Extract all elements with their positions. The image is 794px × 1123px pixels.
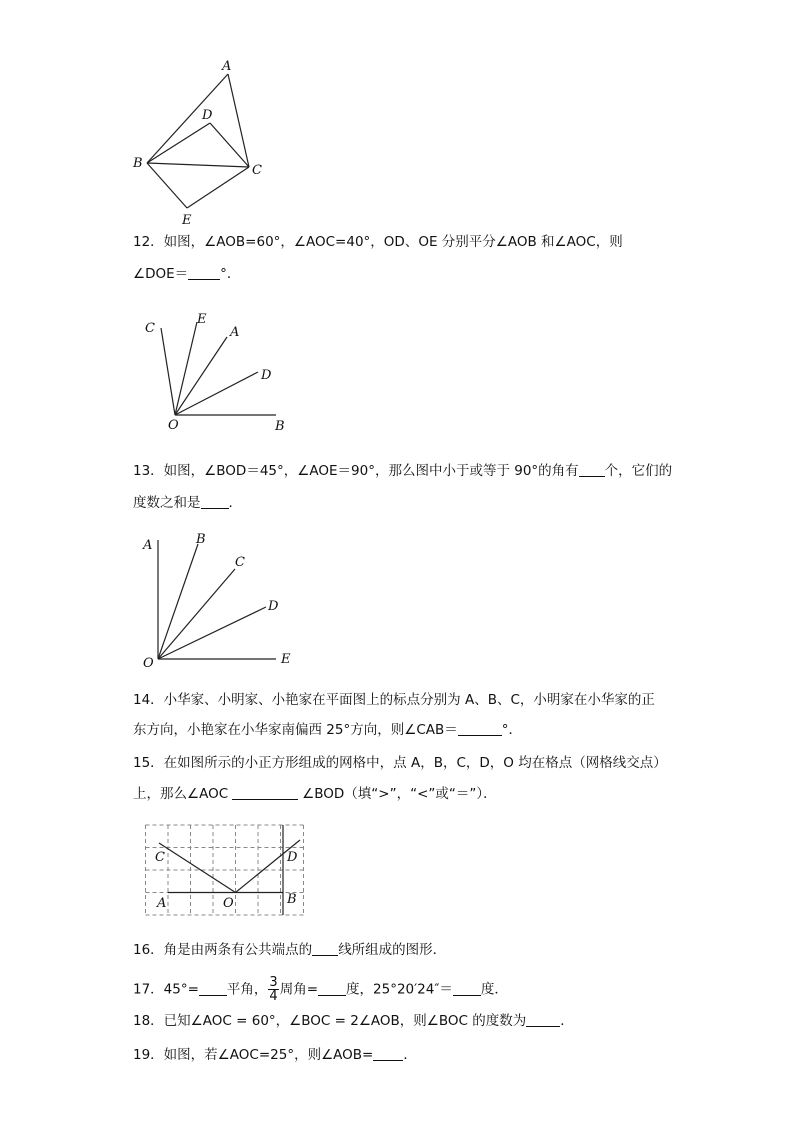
answer-blank[interactable] (579, 462, 605, 477)
label-B: B (133, 156, 143, 171)
label-B: B (275, 419, 285, 434)
answer-blank[interactable] (232, 785, 298, 800)
q19-text-1: 19．如图，若∠AOC=25°，则∠AOB= (133, 1047, 374, 1063)
label-D: D (287, 850, 298, 865)
q17-text-1: 17．45°= (133, 981, 199, 998)
label-C: C (252, 163, 262, 178)
q12-text-1: 12．如图，∠AOB=60°，∠AOC=40°，OD、OE 分别平分∠AOB 和∠AOC，则 (133, 234, 623, 250)
answer-blank[interactable] (458, 721, 502, 736)
label-B: B (196, 532, 206, 547)
q19-text-2: ． (403, 1047, 417, 1063)
answer-blank[interactable] (373, 1046, 403, 1061)
label-D: D (268, 599, 279, 614)
label-E: E (182, 213, 192, 228)
q14-text-3: °． (501, 722, 522, 738)
label-A: A (143, 538, 153, 553)
fraction-three-quarters (268, 976, 278, 1003)
question-14-line-2 (133, 720, 522, 740)
segment-EC (187, 167, 249, 208)
q12-text-3: °． (220, 266, 241, 282)
label-A: A (157, 896, 167, 911)
q17-text-5: 度． (480, 981, 508, 998)
answer-blank[interactable] (312, 941, 338, 956)
question-18 (133, 1011, 574, 1031)
question-14-line-1 (133, 690, 655, 710)
ray-OC (161, 328, 175, 415)
label-A: A (222, 59, 232, 74)
q17-text-2: 平角， (226, 981, 268, 998)
question-12-line-2 (133, 264, 240, 284)
ray-OE (175, 322, 197, 415)
answer-blank[interactable] (318, 981, 346, 996)
q14-text-1: 14．小华家、小明家、小艳家在平面图上的标点分别为 A、B、C，小明家在小华家的正 (133, 692, 655, 708)
label-C: C (155, 850, 165, 865)
label-D: D (261, 368, 272, 383)
label-E: E (197, 312, 207, 327)
figure-rays-from-O (138, 528, 303, 673)
q15-text-2: 上，那么∠AOC (133, 786, 229, 802)
question-12-line-1 (133, 232, 623, 252)
q17-text-4: 度，25°20′24″＝ (346, 981, 453, 998)
label-E: E (281, 652, 291, 667)
q12-text-2: ∠DOE＝ (133, 266, 189, 282)
label-O: O (168, 418, 179, 433)
answer-blank[interactable] (526, 1012, 560, 1027)
q14-text-2: 东方向，小艳家在小华家南偏西 25°方向，则∠CAB＝ (133, 722, 458, 738)
label-O: O (223, 896, 234, 911)
answer-blank[interactable] (453, 981, 481, 996)
answer-blank[interactable] (188, 265, 220, 280)
segment-BE (147, 163, 187, 208)
ray-OA (175, 337, 227, 415)
fraction-denominator: 4 (269, 989, 278, 1004)
figure-quadrilateral (130, 56, 280, 231)
question-15-line-2 (133, 784, 497, 804)
q13-text-1: 13．如图，∠BOD＝45°，∠AOE＝90°，那么图中小于或等于 90°的角有 (133, 463, 579, 479)
q15-text-3: ∠BOD（填“>”，“<”或“＝”）． (302, 786, 497, 802)
q16-text-1: 16．角是由两条有公共端点的 (133, 942, 313, 958)
segment-AC (228, 74, 249, 167)
label-D: D (202, 108, 213, 123)
fraction-numerator: 3 (269, 975, 278, 990)
label-C: C (235, 555, 245, 570)
figure-grid (145, 823, 310, 919)
ray-OB (158, 544, 198, 659)
q18-text-1: 18．已知∠AOC = 60°，∠BOC = 2∠AOB，则∠BOC 的度数为 (133, 1013, 527, 1029)
ray-OD (175, 372, 258, 415)
segment-AB (147, 74, 228, 163)
ray-OC (158, 569, 235, 659)
segment-OC (159, 843, 236, 893)
label-C: C (145, 321, 155, 336)
ray-OD (158, 607, 266, 659)
question-16 (133, 940, 446, 960)
label-A: A (230, 325, 240, 340)
question-13-line-1 (133, 461, 672, 481)
q16-text-2: 线所组成的图形． (338, 942, 447, 958)
q17-text-3: 周角= (279, 981, 319, 998)
q13-text-4: ． (228, 495, 242, 511)
q13-text-3: 度数之和是 (133, 495, 201, 511)
question-15-line-1 (133, 753, 667, 773)
q13-text-2: 个，它们的 (604, 463, 673, 479)
label-O: O (143, 656, 154, 671)
answer-blank[interactable] (201, 494, 229, 509)
question-19 (133, 1045, 417, 1065)
q15-text-1: 15．在如图所示的小正方形组成的网格中，点 A，B，C，D，O 均在格点（网格线交点） (133, 755, 667, 771)
segment-BC (147, 163, 249, 167)
question-13-line-2 (133, 493, 242, 513)
figure-angle-bisectors (140, 310, 300, 435)
q18-text-2: ． (560, 1013, 574, 1029)
label-B: B (287, 892, 297, 907)
question-17 (133, 976, 508, 1003)
answer-blank[interactable] (199, 981, 227, 996)
segment-DC (210, 123, 249, 167)
